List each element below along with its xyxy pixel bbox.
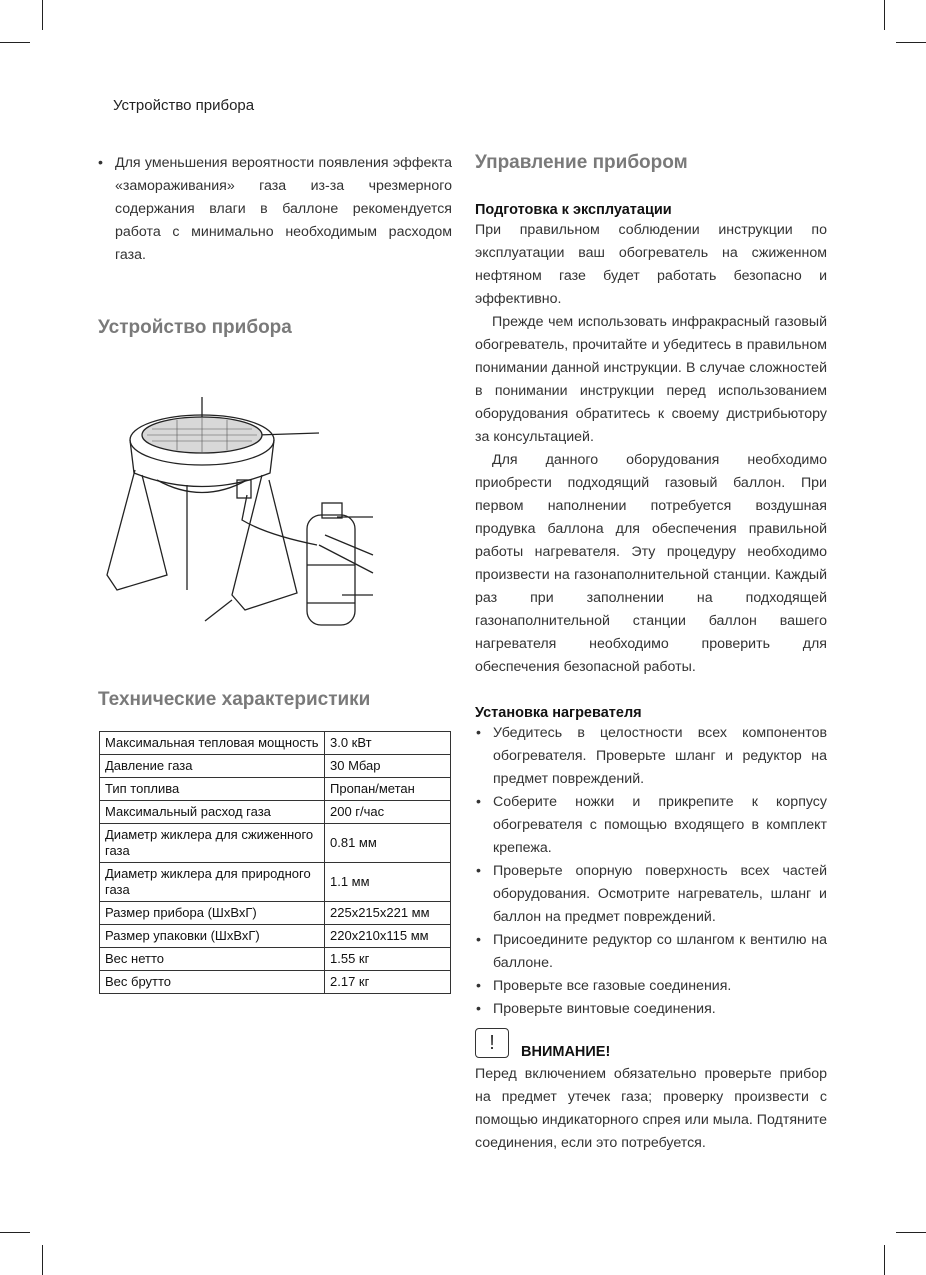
crop-mark (42, 1245, 43, 1275)
spec-key: Диаметр жиклера для сжиженного газа (100, 824, 325, 863)
crop-mark (0, 1232, 30, 1233)
crop-mark (884, 1245, 885, 1275)
install-title: Установка нагревателя (475, 705, 642, 721)
heater-illustration (97, 395, 387, 630)
crop-mark (896, 42, 926, 43)
prep-paragraph: Прежде чем использовать инфракрасный газовый обогреватель, прочитайте и убедитесь в правильном понимании данной инструкции. В случае сложностей в понимании инструкции перед использованием оборудования обратитесь к своему дистрибьютору за консультацией. (475, 314, 827, 445)
spec-key: Диаметр жиклера для природного газа (100, 863, 325, 902)
table-row (100, 801, 451, 824)
spec-key: Вес нетто (100, 948, 325, 971)
table-row (100, 778, 451, 801)
list-item: • Проверьте винтовые соединения. (475, 998, 827, 1021)
spec-value: Пропан/метан (325, 778, 451, 801)
left-bullet-list (97, 152, 452, 267)
spec-value: 1.55 кг (325, 948, 451, 971)
table-row (100, 863, 451, 902)
table-row (100, 925, 451, 948)
crop-mark (42, 0, 43, 30)
device-section-title: Устройство прибора (98, 317, 292, 338)
table-row (100, 732, 451, 755)
specs-title: Технические характеристики (98, 689, 371, 710)
spec-key: Размер упаковки (ШхВхГ) (100, 925, 325, 948)
prep-title: Подготовка к эксплуатации (475, 202, 672, 218)
right-column (475, 152, 827, 1021)
spec-value: 200 г/час (325, 801, 451, 824)
spec-value: 2.17 кг (325, 971, 451, 994)
heater-diagram (97, 395, 387, 630)
specs-table (99, 731, 451, 994)
table-row (100, 755, 451, 778)
spec-value: 3.0 кВт (325, 732, 451, 755)
warning-text: Перед включением обязательно проверьте прибор на предмет утечек газа; проверку произвести с помощью индикаторного спрея или мыла. Подтяните соединения, если это потребуется. (475, 1066, 827, 1151)
table-row (100, 824, 451, 863)
spec-value: 220x210x115 мм (325, 925, 451, 948)
list-item: • Проверьте все газовые соединения. (475, 975, 827, 998)
running-head: Устройство прибора (113, 97, 255, 114)
table-row (100, 902, 451, 925)
warning-title: ВНИМАНИЕ! (521, 1044, 611, 1060)
list-item: • Для уменьшения вероятности появления эффекта «замораживания» газа из-за чрезмерного содержания влаги в баллоне рекомендуется работа с минимально необходимым расходом газа. (97, 152, 452, 267)
crop-mark (884, 0, 885, 30)
list-item: • Присоедините редуктор со шлангом к вентилю на баллоне. (475, 929, 827, 975)
spec-value: 30 Мбар (325, 755, 451, 778)
spec-value: 0.81 мм (325, 824, 451, 863)
list-item: • Проверьте опорную поверхность всех частей оборудования. Осмотрите нагреватель, шланг и баллон на предмет повреждений. (475, 860, 827, 929)
crop-mark (0, 42, 30, 43)
control-title: Управление прибором (475, 152, 688, 173)
list-item: • Соберите ножки и прикрепите к корпусу обогревателя с помощью входящего в комплект крепежа. (475, 791, 827, 860)
spec-value: 225x215x221 мм (325, 902, 451, 925)
prep-paragraph: При правильном соблюдении инструкции по эксплуатации ваш обогреватель на сжиженном нефтяном газе будет работать безопасно и эффективно. (475, 222, 827, 307)
spec-key: Размер прибора (ШхВхГ) (100, 902, 325, 925)
install-list (475, 722, 827, 1021)
crop-mark (896, 1232, 926, 1233)
table-row (100, 971, 451, 994)
spec-value: 1.1 мм (325, 863, 451, 902)
list-item: • Убедитесь в целостности всех компонентов обогревателя. Проверьте шланг и редуктор на предмет повреждений. (475, 722, 827, 791)
spec-key: Максимальный расход газа (100, 801, 325, 824)
spec-key: Тип топлива (100, 778, 325, 801)
spec-key: Максимальная тепловая мощность (100, 732, 325, 755)
spec-key: Давление газа (100, 755, 325, 778)
table-row (100, 948, 451, 971)
warning-icon: ! (475, 1028, 509, 1058)
prep-paragraph: Для данного оборудования необходимо приобрести подходящий газовый баллон. При первом наполнении потребуется воздушная продувка баллона для обеспечения правильной работы нагревателя. Эту процедуру необходимо произвести на газонаполнительной станции. Каждый раз при заполнении на подходящей газонаполнительной станции баллон вашего нагревателя необходимо проверить для обеспечения безопасной работы. (475, 452, 827, 675)
left-column (97, 152, 452, 267)
spec-key: Вес брутто (100, 971, 325, 994)
